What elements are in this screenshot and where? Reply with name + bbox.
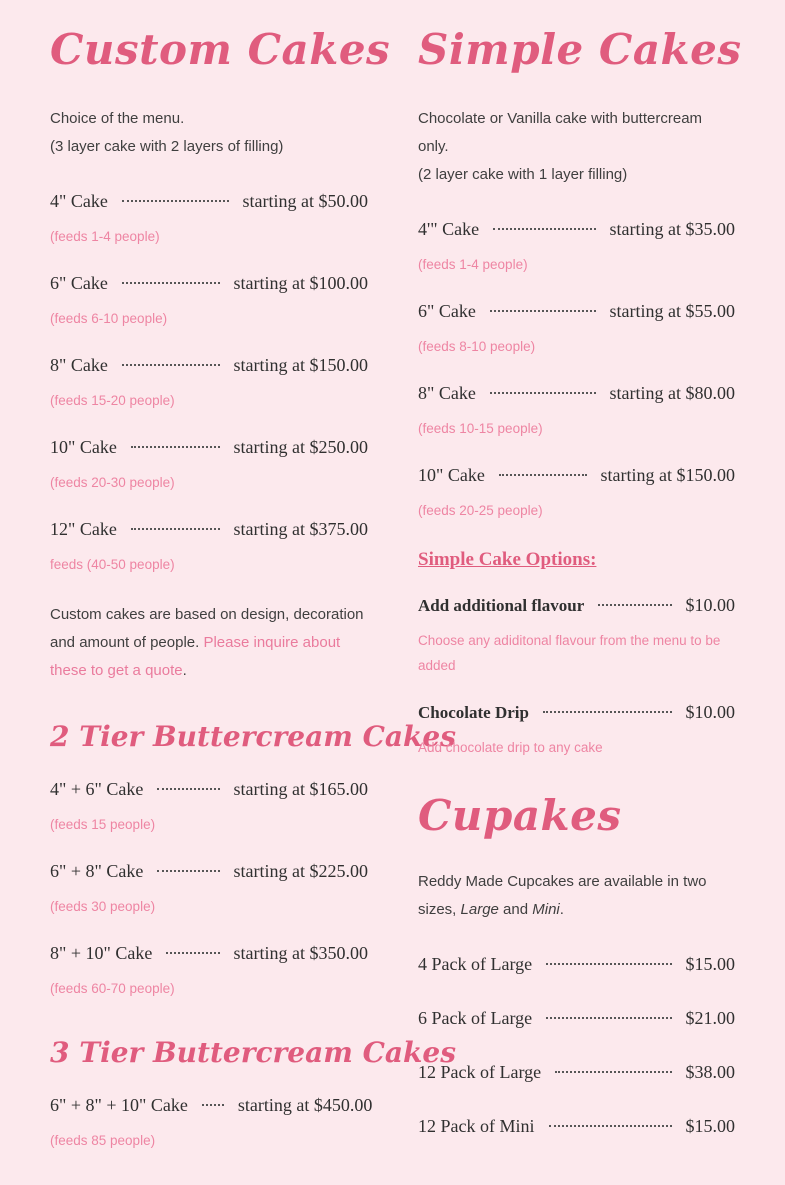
menu-item: [418, 465, 735, 523]
two-tier-title: 2 Tier Buttercream Cakes: [50, 719, 457, 753]
item-name: 6" + 8" + 10" Cake: [50, 1095, 188, 1116]
section-two-tier: [50, 719, 457, 1001]
left-column: [50, 24, 457, 1177]
dotted-leader: [202, 1104, 224, 1106]
simple-cake-options-items: [418, 595, 735, 760]
dotted-leader: [598, 604, 671, 606]
menu-item: [50, 861, 368, 919]
menu-item: [50, 273, 368, 331]
item-price: $38.00: [685, 1062, 735, 1082]
item-name: 4" Cake: [50, 190, 108, 211]
menu-item: [50, 437, 368, 495]
item-note: Choose any adiditonal flavour from the menu to be added: [418, 632, 721, 673]
item-name: 10" Cake: [50, 436, 117, 457]
menu-item: [418, 383, 735, 441]
item-name: 4" + 6" Cake: [50, 778, 144, 799]
item-price: starting at $350.00: [233, 942, 368, 963]
custom-cakes-footer: [50, 601, 368, 685]
menu-item: [50, 191, 368, 249]
three-tier-items: [50, 1095, 373, 1153]
custom-cakes-description: [50, 105, 368, 161]
item-price: starting at $250.00: [233, 436, 368, 457]
description-line: Choice of the menu.: [50, 109, 185, 127]
item-price: starting at $375.00: [233, 518, 368, 539]
item-price: $10.00: [685, 594, 735, 615]
item-name: 6 Pack of Large: [418, 1008, 533, 1028]
dotted-leader: [546, 1017, 671, 1019]
section-cupcakes: [418, 790, 735, 1138]
section-simple-cakes: [418, 24, 742, 523]
item-name: 12 Pack of Mini: [418, 1116, 535, 1136]
item-name: Chocolate Drip: [418, 702, 529, 722]
item-name: 6" Cake: [50, 272, 108, 293]
item-note: (feeds 30 people): [50, 898, 156, 914]
item-name: 6" Cake: [418, 300, 476, 321]
item-note: (feeds 20-25 people): [418, 502, 543, 518]
dotted-leader: [499, 474, 587, 476]
dotted-leader: [157, 870, 219, 872]
item-price: starting at $50.00: [242, 190, 368, 211]
description-text: and: [498, 901, 533, 918]
dotted-leader: [122, 282, 220, 284]
menu-item: [50, 1095, 373, 1153]
item-name: 8" Cake: [50, 354, 108, 375]
item-note: (feeds 8-10 people): [418, 338, 536, 354]
right-column: [418, 24, 742, 1177]
two-tier-items: [50, 779, 368, 1001]
dotted-leader: [122, 200, 229, 202]
section-custom-cakes: [50, 24, 391, 685]
size-mini-label: Mini: [532, 901, 560, 918]
description-line: (2 layer cake with 1 layer filling): [418, 165, 628, 183]
item-note: (feeds 1-4 people): [418, 256, 528, 272]
item-price: starting at $450.00: [237, 1095, 373, 1116]
menu-item: [50, 779, 368, 837]
item-note: (feeds 15 people): [50, 816, 156, 832]
section-three-tier: [50, 1035, 457, 1153]
menu-item: [50, 355, 368, 413]
simple-cakes-items: [418, 219, 735, 523]
item-note: (feeds 85 people): [50, 1133, 156, 1149]
menu-item: [418, 702, 735, 760]
menu-item: [418, 954, 735, 975]
section-simple-cake-options: [418, 549, 735, 760]
item-price: starting at $150.00: [233, 354, 368, 375]
item-name: 10" Cake: [418, 464, 485, 485]
three-tier-title: 3 Tier Buttercream Cakes: [50, 1035, 457, 1069]
description-line: Chocolate or Vanilla cake with buttercream only.: [418, 109, 703, 155]
size-large-label: Large: [460, 901, 499, 918]
item-price: starting at $165.00: [233, 778, 368, 799]
menu-columns: [50, 24, 742, 1177]
menu-item: [418, 1008, 735, 1029]
simple-cake-options-title: Simple Cake Options:: [418, 548, 597, 570]
dotted-leader: [493, 228, 595, 230]
dotted-leader: [166, 952, 219, 954]
simple-cakes-title: Simple Cakes: [418, 25, 742, 74]
item-name: 12" Cake: [50, 518, 117, 539]
item-price: $21.00: [685, 1008, 735, 1028]
dotted-leader: [549, 1125, 672, 1127]
menu-item: [418, 301, 735, 359]
menu-item: [418, 219, 735, 277]
menu-item: [418, 1116, 735, 1137]
description-text: Reddy Made Cupcakes are available in two sizes,: [418, 873, 707, 918]
menu-item: [50, 943, 368, 1001]
dotted-leader: [546, 963, 671, 965]
item-note: Add chocolate drip to any cake: [418, 739, 603, 755]
item-price: starting at $80.00: [609, 382, 735, 403]
item-name: 4'" Cake: [418, 218, 480, 239]
dotted-leader: [122, 364, 220, 366]
item-name: 12 Pack of Large: [418, 1062, 542, 1082]
dotted-leader: [490, 392, 596, 394]
simple-cakes-description: [418, 105, 735, 189]
dotted-leader: [131, 528, 220, 530]
cupcakes-description: [418, 868, 735, 924]
item-name: 8" Cake: [418, 382, 476, 403]
item-price: starting at $100.00: [233, 272, 368, 293]
item-price: starting at $35.00: [609, 218, 735, 239]
item-note: (feeds 20-30 people): [50, 474, 175, 490]
dotted-leader: [131, 446, 220, 448]
item-note: (feeds 60-70 people): [50, 980, 175, 996]
custom-cakes-title: Custom Cakes: [50, 25, 391, 74]
cupcakes-items: [418, 954, 735, 1137]
item-price: $15.00: [685, 1116, 735, 1136]
item-price: starting at $150.00: [600, 464, 735, 485]
item-name: 4 Pack of Large: [418, 954, 533, 974]
item-price: $10.00: [685, 701, 735, 722]
dotted-leader: [555, 1071, 671, 1073]
inquire-link[interactable]: Please inquire about these to get a quote: [50, 633, 341, 679]
menu-item: [418, 1062, 735, 1083]
menu-item: [50, 519, 368, 577]
footer-period: .: [182, 661, 187, 679]
cupcakes-title: Cupakes: [418, 790, 622, 840]
item-name: Add additional flavour: [418, 595, 585, 615]
item-note: feeds (40-50 people): [50, 556, 175, 572]
dotted-leader: [157, 788, 219, 790]
description-line: (3 layer cake with 2 layers of filling): [50, 137, 284, 155]
description-text: .: [559, 901, 564, 918]
item-name: 6" + 8" Cake: [50, 860, 144, 881]
item-price: starting at $55.00: [609, 300, 735, 321]
dotted-leader: [490, 310, 596, 312]
item-note: (feeds 1-4 people): [50, 228, 160, 244]
custom-cakes-items: [50, 191, 368, 577]
item-price: $15.00: [685, 954, 735, 974]
menu-item: [418, 595, 735, 678]
item-note: (feeds 10-15 people): [418, 420, 543, 436]
footer-text: Custom cakes are based on design, decoration and amount of people.: [50, 605, 364, 651]
item-price: starting at $225.00: [233, 860, 368, 881]
item-note: (feeds 6-10 people): [50, 310, 168, 326]
item-note: (feeds 15-20 people): [50, 392, 175, 408]
item-name: 8" + 10" Cake: [50, 942, 153, 963]
dotted-leader: [543, 711, 672, 713]
